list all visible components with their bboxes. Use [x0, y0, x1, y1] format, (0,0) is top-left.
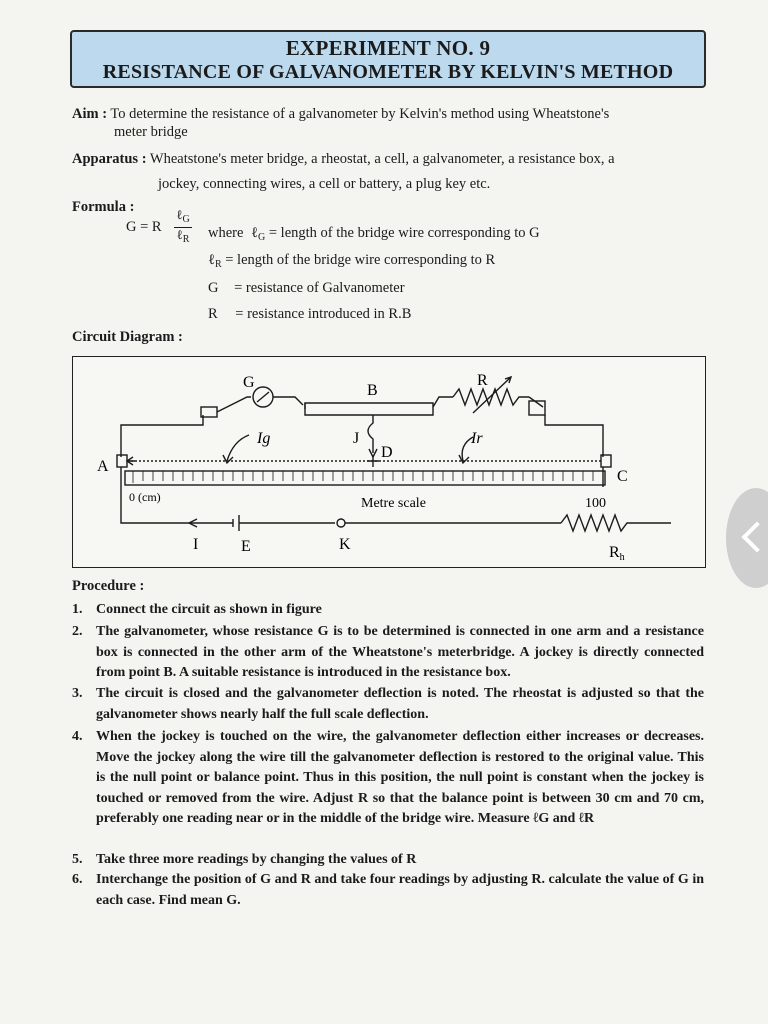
wire-right [545, 415, 603, 457]
formula-lhs: G = R [126, 219, 162, 235]
aim-line-1 [72, 106, 609, 123]
label-r: R [477, 372, 488, 389]
circuit-diagram-label: Circuit Diagram : [72, 329, 183, 345]
label-hundred: 100 [585, 496, 606, 511]
label-ir: Ir [471, 430, 483, 447]
aim-label: Aim : [72, 106, 108, 122]
formula-fraction [174, 208, 192, 247]
plug-key-k [337, 519, 345, 527]
label-g: G [243, 374, 255, 391]
experiment-number: EXPERIMENT NO. 9 [285, 36, 491, 60]
wire-left-gap [121, 415, 203, 457]
ig-arrow [227, 435, 249, 461]
strip-b [305, 403, 433, 415]
apparatus-line-1 [72, 151, 615, 168]
cell-e [233, 515, 239, 531]
label-rh: Rh [609, 544, 625, 563]
procedure-label: Procedure : [72, 578, 145, 594]
formula-def-2: ℓ$_R$ = length of the bridge wire corresponding to R [208, 252, 496, 270]
aim-text-2: meter bridge [114, 124, 188, 140]
experiment-title: RESISTANCE OF GALVANOMETER BY KELVIN'S METHOD [102, 61, 674, 83]
title-banner [70, 30, 706, 88]
next-page-button[interactable] [726, 488, 768, 588]
label-k: K [339, 536, 351, 553]
formula-def-1: where ℓ$_G$ = length of the bridge wire corresponding to G [208, 225, 540, 243]
fraction-numerator: ℓ$_G$ [176, 207, 190, 225]
apparatus-text-2: jockey, connecting wires, a cell or battery, a plug key etc. [158, 176, 491, 192]
circuit-svg [73, 357, 704, 566]
apparatus-text-1: Wheatstone's meter bridge, a rheostat, a cell, a galvanometer, a resistance box, a [149, 151, 615, 167]
galvanometer-needle [257, 392, 269, 402]
label-a: A [97, 458, 109, 475]
label-i: I [193, 536, 199, 553]
rheostat-rh [561, 515, 671, 531]
formula-def-4: R = resistance introduced in R.B [208, 306, 412, 322]
scale-ticks [133, 471, 593, 483]
circuit-diagram [72, 356, 706, 568]
label-zero-cm: 0 (cm) [129, 490, 161, 504]
jockey-wire [368, 415, 373, 453]
label-c: C [617, 468, 628, 485]
label-b: B [367, 382, 378, 399]
fraction-denominator: ℓ$_R$ [174, 227, 192, 247]
aim-text-1: To determine the resistance of a galvanometer by Kelvin's method using Wheatstone's [110, 106, 610, 122]
formula-def-3: G = resistance of Galvanometer [208, 280, 405, 296]
label-metre-scale: Metre scale [361, 496, 426, 511]
wire-to-r [433, 397, 453, 407]
formula-label: Formula : [72, 199, 135, 215]
label-j: J [353, 430, 360, 447]
label-e: E [241, 538, 251, 555]
label-ig: Ig [257, 430, 271, 447]
document-page: EXPERIMENT NO. 9 RESISTANCE OF GALVANOMETER BY KELVIN'S METHOD Aim : To determine the resistance of a galvanometer by Kelvin's method using Wheatstone's meter bridge Apparatus : Wheatstone's meter bridge, a rheostat, a cell, a galvanometer, a resistance box, a jockey, connecting wires, a cell or battery, a plug key etc. Formula : G = R ℓ$_G$ ℓ$_R$ where ℓ$_G$ = length of the bridge wire corresponding to G ℓ$_R$ = length of the bridge wire corresponding to R G = resistance of Galvanometer R = resistance introduced in R.B Circuit Diagram : G B R Ig J D Ir A C 0 (cm) Metre scale 100 I E K Rh Procedure : 1. Connect the circuit as shown in figure 2. The galvanometer, whose resistance G is to be determined is connected in one arm and a resistance box is connected in the other arm of the Wheatstone's meterbridge. A jockey is directly connected from point B. A suitable resistance is introduced in the resistance box. 3. The circuit is closed and the galvanometer deflection is noted. The rheostat is adjusted so that the galvanometer shows nearly half the full scale deflection. 4. When the jockey is touched on the wire, the galvanometer deflection either increases or decreases. Move the jockey along the wire till the galvanometer deflection is restored to the original value. This is the null point or balance point. Thus in this position, the null point is constant when the jockey is touched or removed from the wire. Adjust R so that the balance point is between 30 cm and 70 cm, preferably one reading near or in the middle of the bridge wire. Measure ℓG and ℓR 5. Take three more readings by changing the values of R 6. Interchange the position of G and R and take four readings by adjusting R. calculate the value of G in each case. Find mean G. [0, 0, 768, 1024]
wire-to-g [217, 397, 251, 412]
terminal-a [117, 455, 127, 467]
label-d: D [381, 444, 393, 461]
resistor-r [453, 389, 529, 405]
apparatus-label: Apparatus : [72, 151, 147, 167]
wire-from-g [273, 397, 303, 405]
